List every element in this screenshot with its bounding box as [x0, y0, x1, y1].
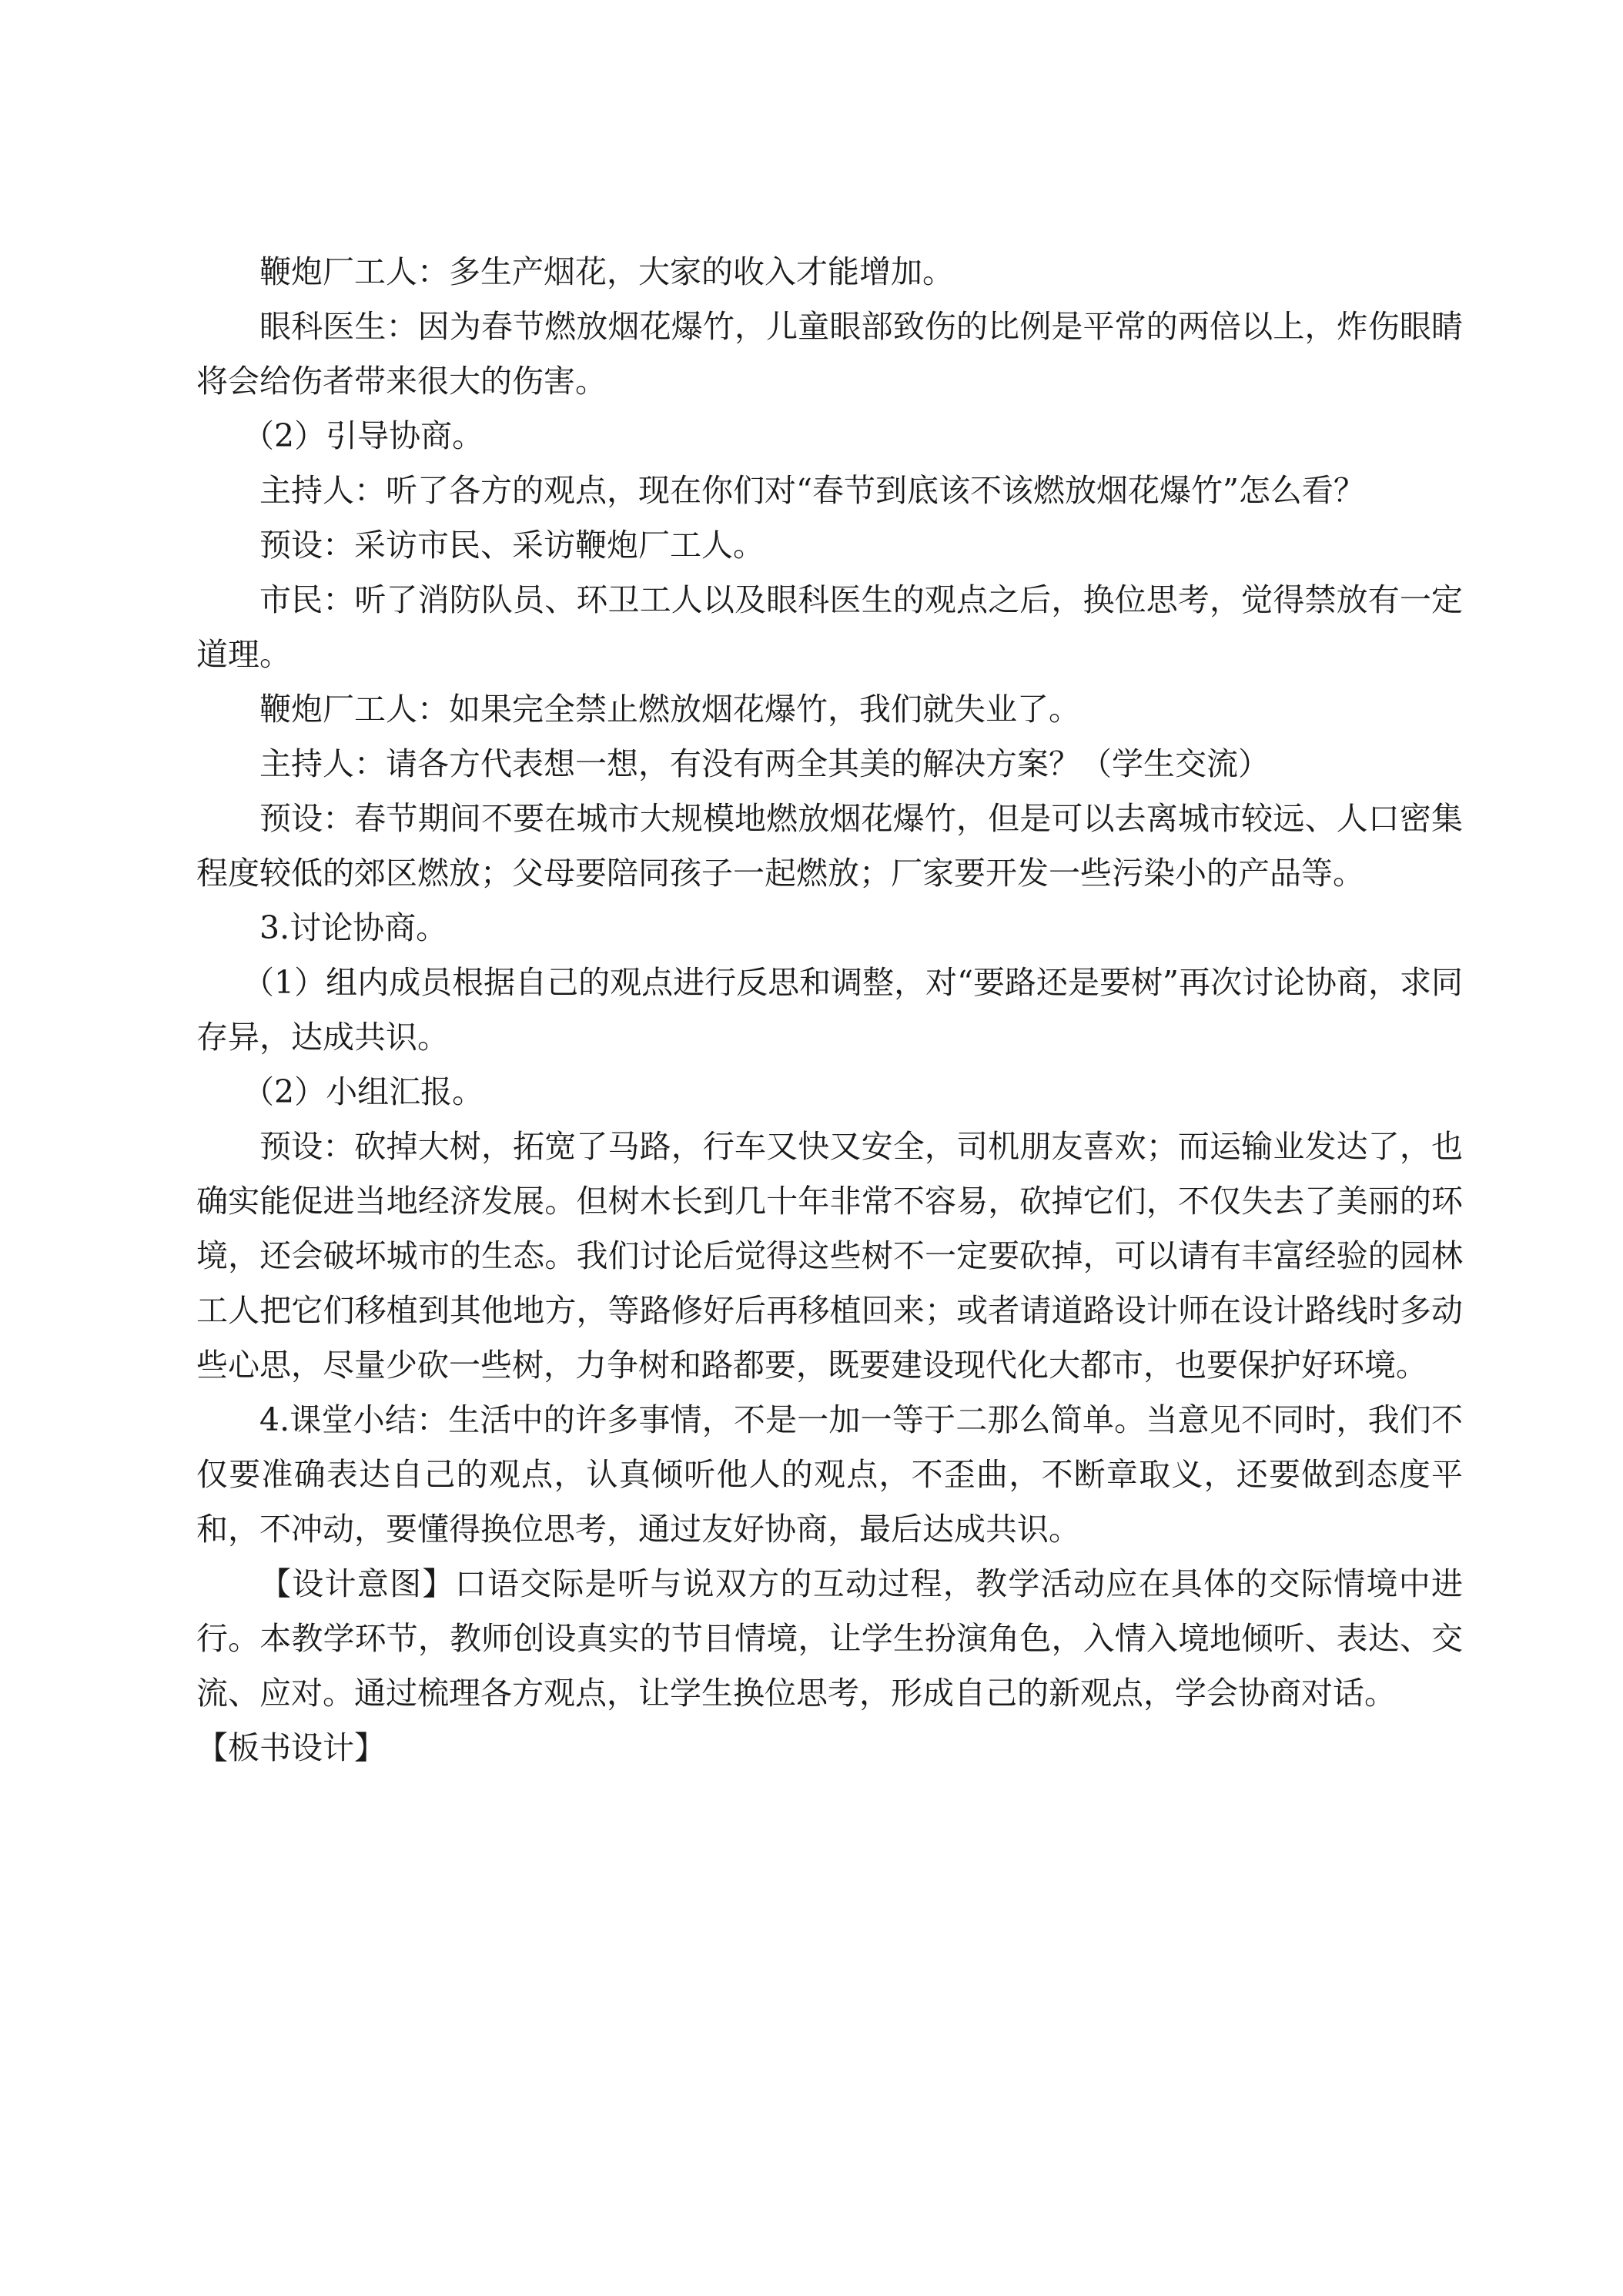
document-body: [196, 245, 1463, 1776]
paragraph-group-reflect: （1）组内成员根据自己的观点进行反思和调整，对“要路还是要树”再次讨论协商，求同存异，达成共识。: [196, 964, 1464, 1056]
paragraph-citizen-opinion: 市民：听了消防队员、环卫工人以及眼科医生的观点之后，换位思考，觉得禁放有一定道理。: [196, 581, 1463, 673]
paragraph-preset-trees: 预设：砍掉大树，拓宽了马路，行车又快又安全，司机朋友喜欢；而运输业发达了，也确实能促进当地经济发展。但树木长到几十年非常不容易，砍掉它们，不仅失去了美丽的环境，还会破坏城市的生态。我们讨论后觉得这些树不一定要砍掉，可以请有丰富经验的园林工人把它们移植到其他地方，等路修好后再移植回来；或者请道路设计师在设计路线时多动些心思，尽量少砍一些树，力争树和路都要，既要建设现代化大都市，也要保护好环境。: [196, 1128, 1463, 1384]
paragraph-design-intent: 【设计意图】口语交际是听与说双方的互动过程，教学活动应在具体的交际情境中进行。本教学环节，教师创设真实的节目情境，让学生扮演角色，入情入境地倾听、表达、交流、应对。通过梳理各方观点，让学生换位思考，形成自己的新观点，学会协商对话。: [196, 1565, 1463, 1712]
paragraph-board-design: 【板书设计】: [196, 1729, 386, 1766]
paragraph-group-report: （2）小组汇报。: [243, 1073, 484, 1110]
paragraph-doctor-opinion: 眼科医生：因为春节燃放烟花爆竹，儿童眼部致伤的比例是平常的两倍以上，炸伤眼睛将会给伤者带来很大的伤害。: [196, 308, 1463, 400]
paragraph-preset-interview: 预设：采访市民、采访鞭炮厂工人。: [259, 527, 765, 564]
paragraph-preset-solution: 预设：春节期间不要在城市大规模地燃放烟花爆竹，但是可以去离城市较远、人口密集程度较低的郊区燃放；父母要陪同孩子一起燃放；厂家要开发一些污染小的产品等。: [196, 800, 1463, 892]
paragraph-host-question: 主持人：听了各方的观点，现在你们对“春节到底该不该燃放烟花爆竹”怎么看？: [259, 472, 1365, 509]
paragraph-worker-unemployed: 鞭炮厂工人：如果完全禁止燃放烟花爆竹，我们就失业了。: [259, 691, 1080, 728]
paragraph-summary: 4.课堂小结：生活中的许多事情，不是一加一等于二那么简单。当意见不同时，我们不仅要准确表达自己的观点，认真倾听他人的观点，不歪曲，不断章取义，还要做到态度平和，不冲动，要懂得换位思考，通过友好协商，最后达成共识。: [196, 1401, 1463, 1548]
paragraph-host-solution: 主持人：请各方代表想一想，有没有两全其美的解决方案？（学生交流）: [259, 745, 1270, 782]
paragraph-worker-opinion: 鞭炮厂工人：多生产烟花，大家的收入才能增加。: [259, 253, 954, 290]
paragraph-step-3: 3.讨论协商。: [259, 909, 448, 946]
paragraph-guide-negotiation: （2）引导协商。: [243, 417, 484, 454]
